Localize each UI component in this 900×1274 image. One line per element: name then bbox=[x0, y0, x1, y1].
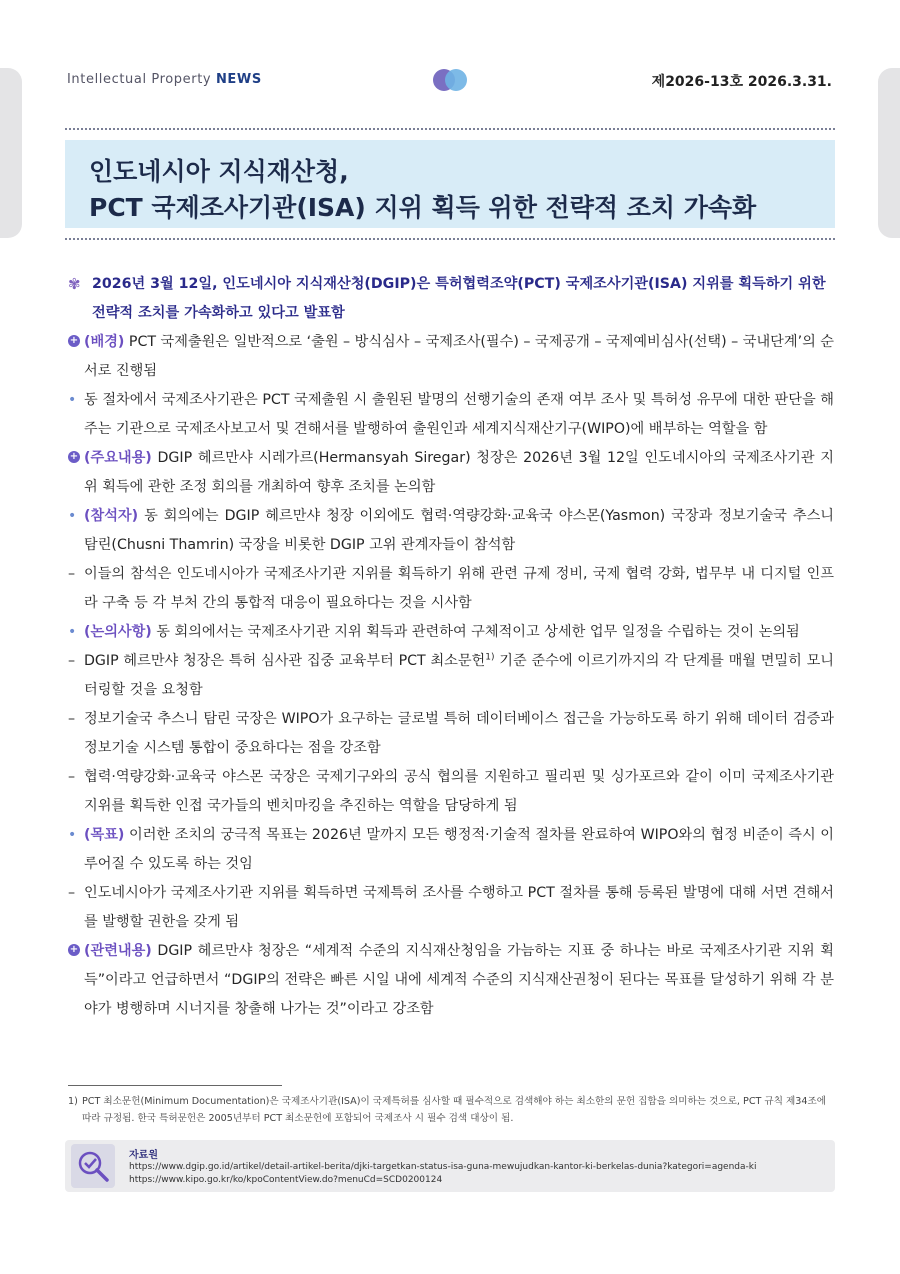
dash-text: DGIP 헤르만샤 청장은 특허 심사관 집중 교육부터 PCT 최소문헌 bbox=[84, 653, 486, 669]
footnote-number: 1) bbox=[68, 1096, 78, 1107]
footnote bbox=[68, 1093, 834, 1127]
bullet-text: 동 절차에서 국제조사기관은 PCT 국제출원 시 출원된 발명의 선행기술의 존재 여부 조사 및 특허성 유무에 대한 판단을 해주는 기관으로 국제조사보고서 및 견해서를 발행하여 출원인과 세계지식재산기구(WIPO)에 배부하는 역할을 함 bbox=[84, 392, 834, 437]
source-label: 자료원 bbox=[129, 1150, 158, 1161]
right-edge-tab bbox=[878, 68, 900, 238]
section-related bbox=[68, 937, 834, 1024]
section-tag: (주요내용) bbox=[84, 450, 152, 466]
footnote-ref[interactable]: 1) bbox=[485, 652, 495, 663]
dot-bullet-icon: • bbox=[68, 624, 77, 640]
dot-bullet-icon: • bbox=[68, 392, 77, 408]
bullet-text: 이러한 조치의 궁극적 목표는 2026년 말까지 모든 행정적·기술적 절차를 완료하여 WIPO와의 협정 비준이 즉시 이루어질 수 있도록 하는 것임 bbox=[84, 827, 834, 872]
dash-item bbox=[68, 879, 834, 937]
bullet-tag: (참석자) bbox=[84, 508, 139, 524]
bullet-item bbox=[68, 618, 834, 647]
flower-bullet-icon: ✾ bbox=[68, 275, 81, 293]
left-edge-tab bbox=[0, 68, 22, 238]
brand-text: Intellectual Property bbox=[67, 72, 216, 87]
dash-bullet-icon: – bbox=[68, 566, 76, 582]
dash-item bbox=[68, 560, 834, 618]
source-link-dgip[interactable]: https://www.dgip.go.id/artikel/detail-artikel-berita/djki-targetkan-status-isa-guna-mewujudkan-kantor-ki-berkelas-dunia?kategori=agenda-ki bbox=[129, 1162, 757, 1172]
title-band bbox=[65, 140, 835, 228]
dash-text: 협력·역량강화·교육국 야스몬 국장은 국제기구와의 공식 협의를 지원하고 필리핀 및 싱가포르와 같이 이미 국제조사기관 지위를 획득한 인접 국가들의 벤치마킹을 추진하는 역할을 담당하게 됨 bbox=[84, 769, 834, 814]
dash-item bbox=[68, 705, 834, 763]
dash-text: 인도네시아가 국제조사기관 지위를 획득하면 국제특허 조사를 수행하고 PCT 절차를 통해 등록된 발명에 대해 서면 견해서를 발행할 권한을 갖게 됨 bbox=[84, 885, 834, 930]
bullet-item bbox=[68, 386, 834, 444]
dash-item bbox=[68, 763, 834, 821]
magnifier-check-icon bbox=[71, 1144, 115, 1188]
lead-paragraph bbox=[68, 270, 834, 328]
dash-bullet-icon: – bbox=[68, 769, 76, 785]
section-tag: (관련내용) bbox=[84, 943, 152, 959]
brand-news-text: NEWS bbox=[215, 72, 262, 87]
dash-bullet-icon: – bbox=[68, 885, 76, 901]
section-main-content bbox=[68, 444, 834, 502]
dash-text-cont: 기준 준수에 이르기까지의 각 단계를 매월 면밀히 모니터링할 것을 요청함 bbox=[84, 653, 834, 698]
bullet-tag: (목표) bbox=[84, 827, 125, 843]
newsletter-brand bbox=[67, 72, 262, 87]
bullet-text: 동 회의에서는 국제조사기관 지위 획득과 관련하여 구체적이고 상세한 업무 일정을 수립하는 것이 논의됨 bbox=[151, 624, 800, 640]
dash-bullet-icon: – bbox=[68, 711, 76, 727]
bullet-item bbox=[68, 821, 834, 879]
source-link-kipo[interactable]: https://www.kipo.go.kr/ko/kpoContentView.do?menuCd=SCD0200124 bbox=[129, 1175, 443, 1185]
footnote-text: PCT 최소문헌(Minimum Documentation)은 국제조사기관(ISA)이 국제특허를 심사할 때 필수적으로 검색해야 하는 최소한의 문헌 집합을 의미하는 것으로, PCT 규칙 제34조에 따라 규정됨. 한국 특허문헌은 2005년부터 PCT 최소문헌에 포함되어 국제조사 시 필수 검색 대상이 됨. bbox=[82, 1096, 827, 1124]
article-body bbox=[68, 270, 834, 1024]
logo-circles-icon bbox=[433, 69, 469, 91]
plus-circle-bullet-icon: + bbox=[69, 451, 79, 462]
section-text: PCT 국제출원은 일반적으로 ‘출원 – 방식심사 – 국제조사(필수) – 국제공개 – 국제예비심사(선택) – 국내단계’의 순서로 진행됨 bbox=[84, 334, 835, 379]
section-text: DGIP 헤르만샤 청장은 “세계적 수준의 지식재산청임을 가늠하는 지표 중 하나는 바로 국제조사기관 지위 획득”이라고 언급하면서 “DGIP의 전략은 빠른 시일 내에 세계적 수준의 지식재산권청이 된다는 목표를 달성하기 위해 각 분야가 병행하며 시너지를 창출해 나가는 것”이라고 강조함 bbox=[84, 943, 834, 1017]
issue-number: 제2026-13호 2026.3.31. bbox=[651, 74, 832, 90]
dot-bullet-icon: • bbox=[68, 508, 77, 524]
section-background bbox=[68, 328, 834, 386]
dash-text: 이들의 참석은 인도네시아가 국제조사기관 지위를 획득하기 위해 관련 규제 정비, 국제 협력 강화, 법무부 내 디지털 인프라 구축 등 각 부처 간의 통합적 대응이 필요하다는 것을 시사함 bbox=[84, 566, 834, 611]
footnote-divider bbox=[68, 1085, 282, 1086]
dash-text: 정보기술국 추스니 탐린 국장은 WIPO가 요구하는 글로벌 특허 데이터베이스 접근을 가능하도록 하기 위해 데이터 검증과 정보기술 시스템 통합이 중요하다는 점을 강조함 bbox=[84, 711, 834, 756]
title-box bbox=[65, 128, 835, 240]
bullet-text: 동 회의에는 DGIP 헤르만샤 청장 이외에도 협력·역량강화·교육국 야스몬(Yasmon) 국장과 정보기술국 추스니 탐린(Chusni Thamrin) 국장을 비롯한 DGIP 고위 관계자들이 참석함 bbox=[84, 508, 834, 553]
section-text: DGIP 헤르만샤 시레가르(Hermansyah Siregar) 청장은 2026년 3월 12일 인도네시아의 국제조사기관 지위 획득에 관한 조정 회의를 개최하여 향후 조치를 논의함 bbox=[84, 450, 834, 495]
source-box bbox=[65, 1140, 835, 1192]
bullet-tag: (논의사항) bbox=[84, 624, 152, 640]
plus-circle-bullet-icon: + bbox=[69, 944, 79, 955]
dash-item bbox=[68, 647, 834, 705]
dash-bullet-icon: – bbox=[68, 653, 76, 669]
lead-text: 2026년 3월 12일, 인도네시아 지식재산청(DGIP)은 특허협력조약(PCT) 국제조사기관(ISA) 지위를 획득하기 위한 전략적 조치를 가속화하고 있다고 발표함 bbox=[92, 276, 826, 321]
title-line-2: PCT 국제조사기관(ISA) 지위 획득 위한 전략적 조치 가속화 bbox=[89, 193, 757, 222]
section-tag: (배경) bbox=[84, 334, 125, 350]
bullet-item bbox=[68, 502, 834, 560]
title-line-1: 인도네시아 지식재산청, bbox=[89, 157, 349, 186]
dot-bullet-icon: • bbox=[68, 827, 77, 843]
plus-circle-bullet-icon: + bbox=[69, 335, 79, 346]
